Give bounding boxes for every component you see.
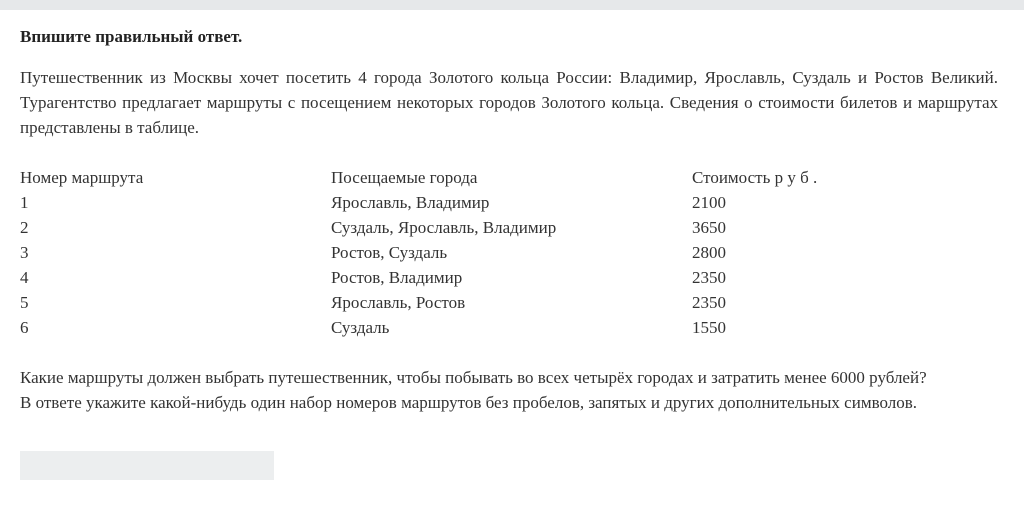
route-cities: Ростов, Суздаль [331,243,448,262]
table-row [20,315,998,340]
header-route-number: Номер маршрута [20,168,144,187]
route-cost: 2350 [692,293,726,312]
table-row [20,215,998,240]
route-number: 5 [20,293,29,312]
route-number: 6 [20,318,29,337]
route-cost: 3650 [692,218,726,237]
header-cost: Стоимость р у б . [692,168,818,187]
route-cities: Ярославль, Владимир [331,193,490,212]
route-number: 2 [20,218,29,237]
table-row [20,190,998,215]
table-row [20,265,998,290]
table-row [20,290,998,315]
question-line-1: Какие маршруты должен выбрать путешественник, чтобы побывать во всех четырёх городах и затратить менее 6000 рублей? [20,368,927,387]
route-cities: Суздаль [331,318,390,337]
route-cost: 1550 [692,318,726,337]
route-cost: 2800 [692,243,726,262]
route-number: 3 [20,243,29,262]
question-text [20,365,998,415]
route-cities: Ярославль, Ростов [331,293,466,312]
instruction-heading: Впишите правильный ответ. [20,27,243,46]
answer-input[interactable] [20,451,274,480]
route-cities: Ростов, Владимир [331,268,463,287]
route-number: 1 [20,193,29,212]
table-row [20,240,998,265]
route-cost: 2100 [692,193,726,212]
route-number: 4 [20,268,29,287]
question-card [20,26,998,415]
route-cities: Суздаль, Ярославль, Владимир [331,218,557,237]
route-cost: 2350 [692,268,726,287]
header-cities: Посещаемые города [331,168,478,187]
routes-table [20,165,998,340]
question-line-2: В ответе укажите какой-нибудь один набор номеров маршрутов без пробелов, запятых и других дополнительных символов. [20,393,918,412]
table-header-row [20,165,998,190]
top-bar [0,0,1024,10]
problem-statement: Путешественник из Москвы хочет посетить 4 города Золотого кольца России: Владимир, Ярославль, Суздаль и Ростов Великий. Турагентство предлагает маршруты с посещением некоторых городов Золотого кольца. Сведения о стоимости билетов и маршрутах представлены в таблице. [20,68,998,137]
